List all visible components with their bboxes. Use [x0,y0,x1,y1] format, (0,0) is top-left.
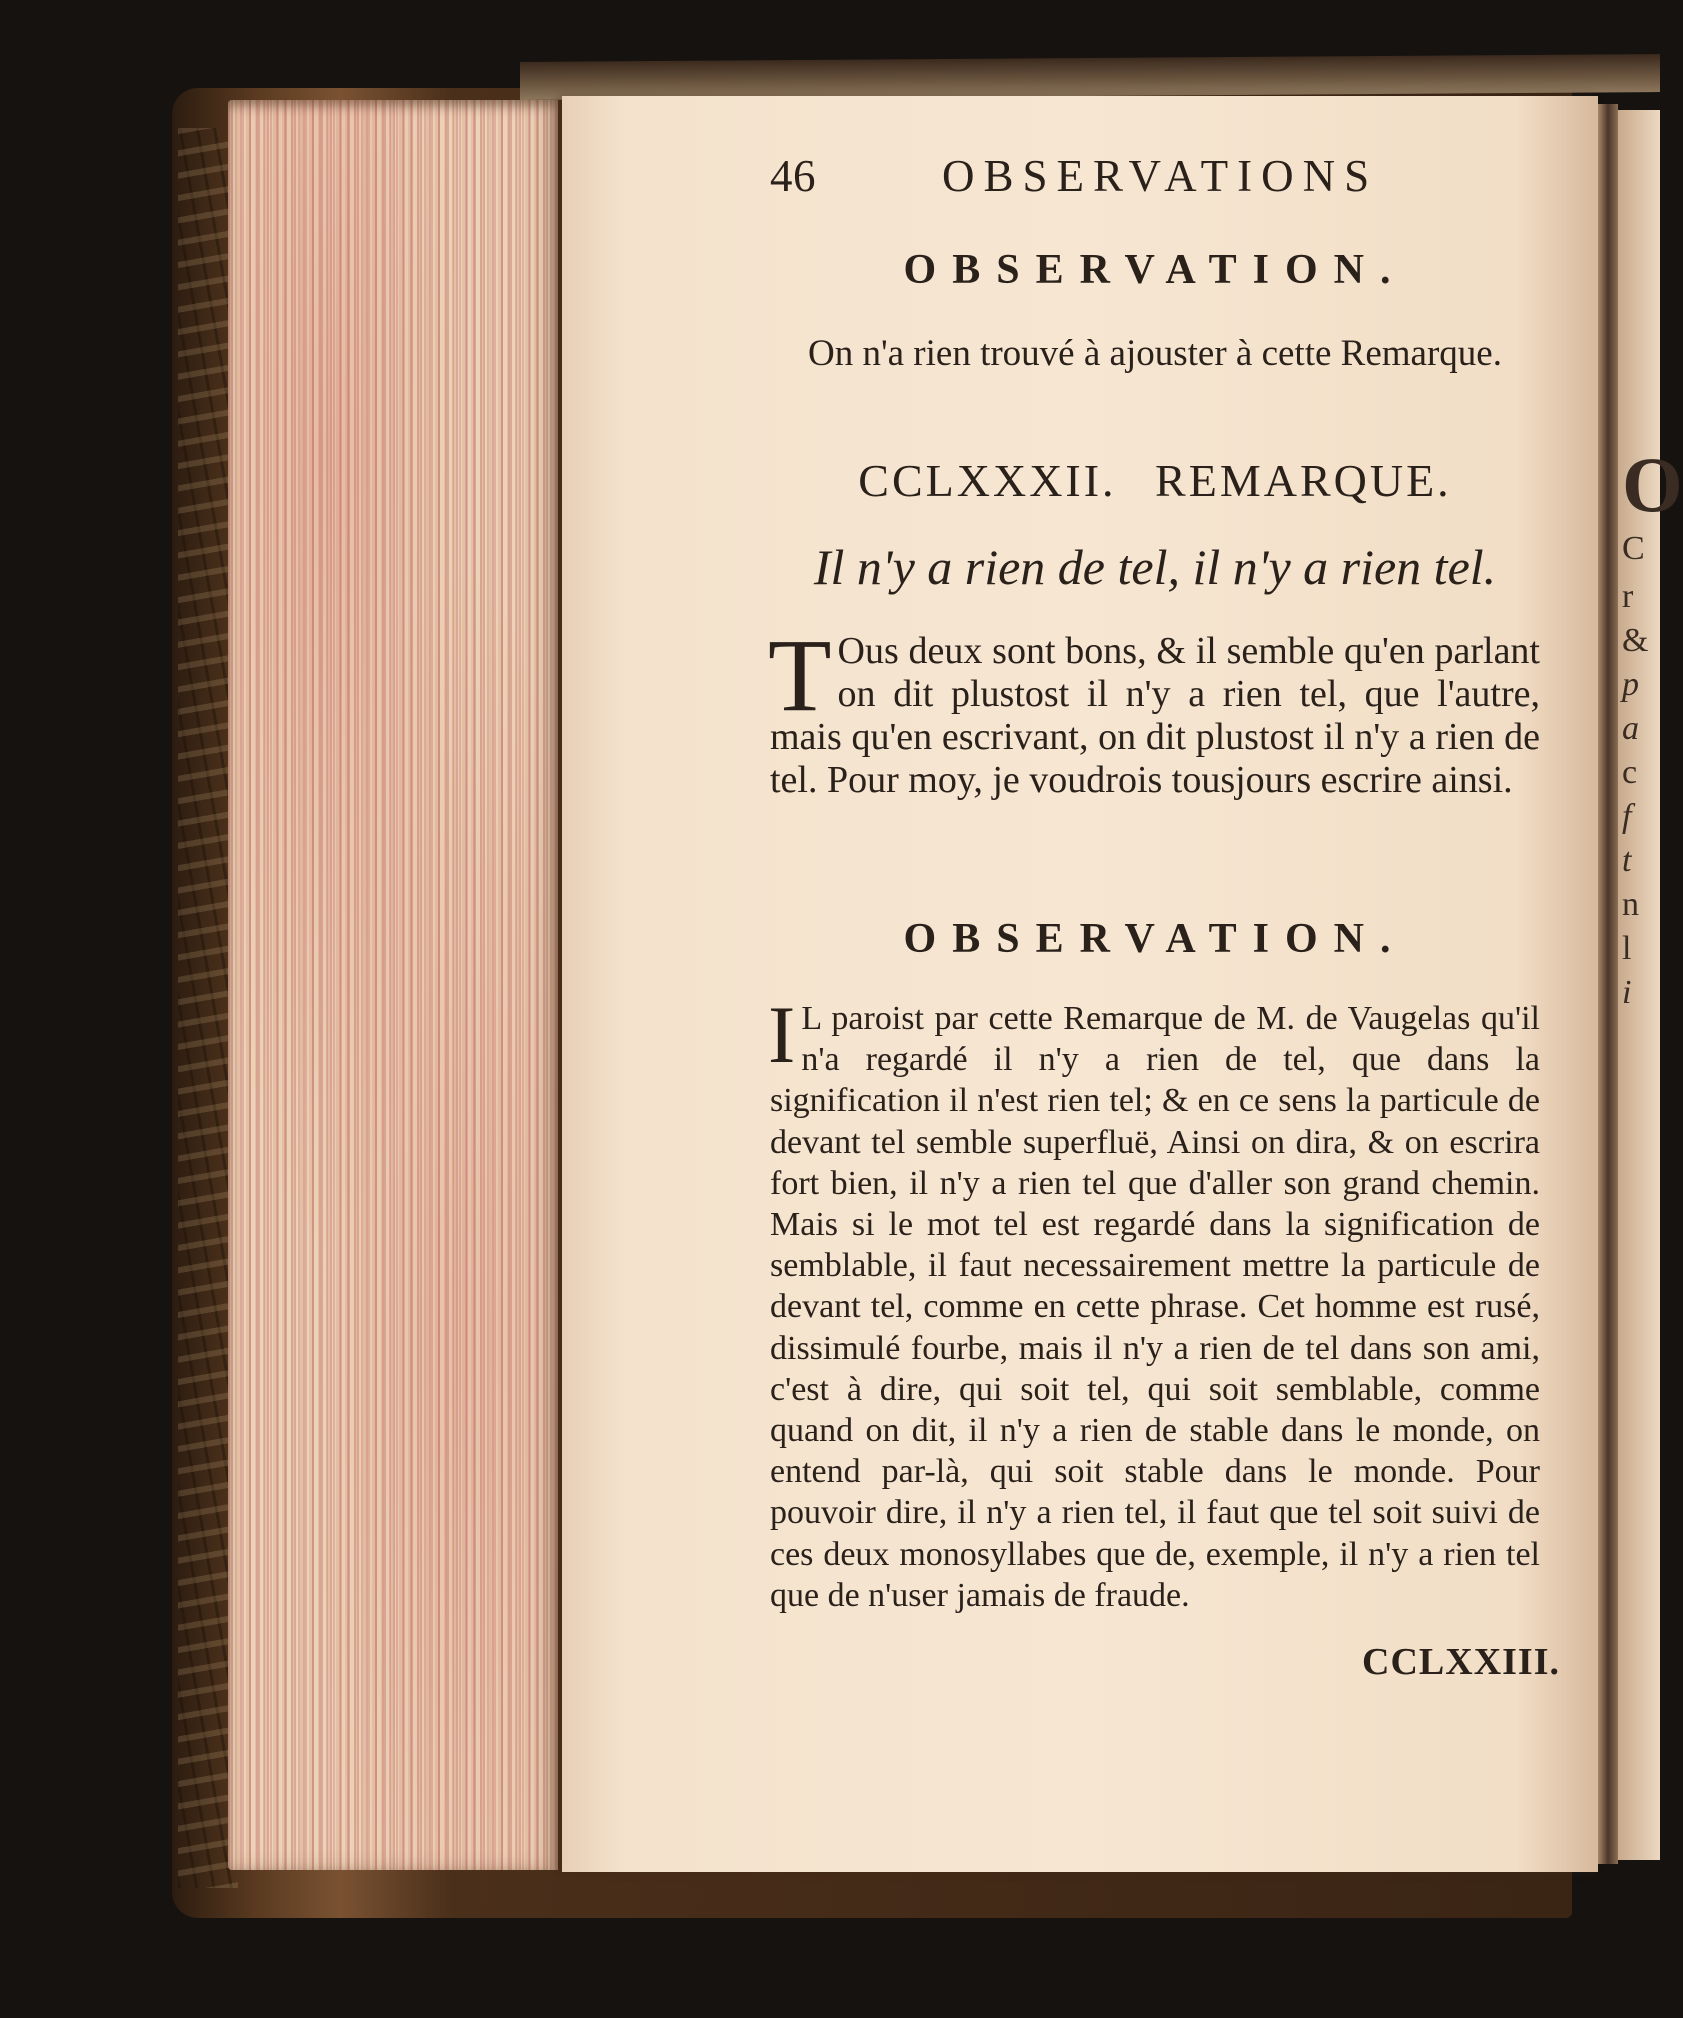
book-top-edge [520,54,1660,100]
facing-glyph: i [1622,974,1632,1011]
observation-heading: OBSERVATION. [903,247,1407,293]
facing-glyph: C [1622,530,1645,567]
facing-glyph: c [1622,754,1638,791]
facing-glyph: l [1622,930,1632,967]
observation-body: L paroist par cette Remarque de M. de Vaugelas qu'il n'a regardé il n'y a rien de tel, que dans la signification il n'est rien tel; & en ce sens la particule de devant tel semble superfluë, Ainsi on dira, & on escrira fort bien, il n'y a rien tel que d'aller son grand chemin. Mais si le mot tel est regardé dans la signification de semblable, il faut necessairement mettre la particule de devant tel, comme en cette phrase. Cet homme est rusé, dissimulé fourbe, mais il n'y a rien de tel dans son ami, c'est à dire, qui soit tel, qui soit semblable, comme quand on dit, il n'y a rien de stable dans le monde, on entend par-là, qui soit stable dans le monde. Pour pouvoir dire, il n'y a rien tel, il faut que tel soit suivi de ces deux monosyllabes que de, exemple, il n'y a rien tel que de n'user jamais de fraude. [770,1000,1540,1614]
observation-paragraph: On n'a rien trouvé à ajouster à cette Remarque. [808,333,1502,374]
facing-glyph: a [1622,710,1639,747]
remarque-title: Il n'y a rien de tel, il n'y a rien tel. [813,539,1497,595]
remarque-paragraph [768,618,1540,802]
remarque-body: Ous deux sont bons, & il semble qu'en parlant on dit plustost il n'y a rien tel, que l'autre, mais qu'en escrivant, on dit plustost il n'y a rien de tel. Pour moy, je voudrois tousjours escrire ainsi. [770,630,1540,801]
catchword: CCLXXIII. [1362,1641,1560,1683]
sprinkled-page-edges [228,100,558,1870]
drop-cap: T [768,618,832,733]
running-title: OBSERVATIONS [942,151,1379,201]
facing-glyph: & [1622,622,1649,659]
facing-glyph: O [1622,441,1683,528]
facing-glyph: r [1622,578,1634,615]
facing-glyph: n [1622,886,1639,923]
running-head [770,150,1540,206]
observation-paragraph [768,989,1540,1616]
book-gutter [1598,104,1618,1864]
facing-glyph: f [1622,798,1632,835]
observation-heading: OBSERVATION. [903,916,1407,962]
remarque-heading: CCLXXXII. REMARQUE. [858,455,1452,506]
facing-glyph: t [1622,842,1632,879]
drop-cap: I [768,989,796,1080]
page-number: 46 [770,151,816,201]
facing-glyph: p [1622,666,1639,703]
facing-page-edge [1618,110,1683,1860]
